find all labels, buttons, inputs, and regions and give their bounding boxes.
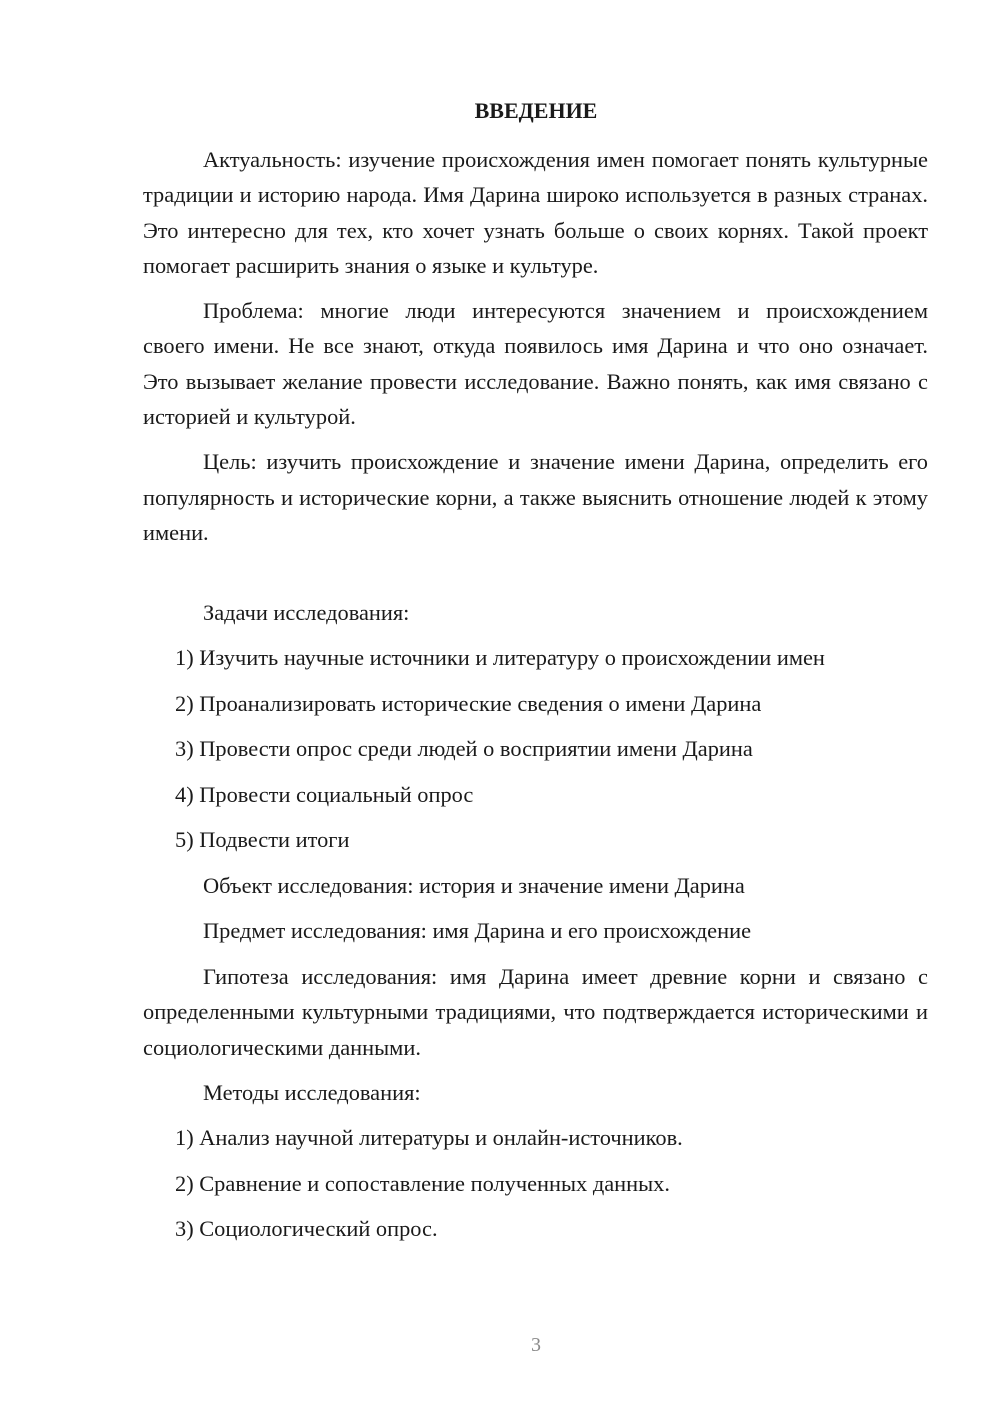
hypothesis-paragraph: Гипотеза исследования: имя Дарина имеет древние корни и связано с определенными культурными традициями, что подтверждается историческими и социологическими данными. bbox=[143, 964, 928, 1060]
list-item: 1) Изучить научные источники и литературу о происхождении имен bbox=[175, 645, 825, 671]
list-item: 5) Подвести итоги bbox=[175, 827, 350, 853]
tasks-section bbox=[143, 595, 928, 949]
tasks-heading: Задачи исследования: bbox=[203, 600, 410, 625]
research-subject: Предмет исследования: имя Дарина и его происхождение bbox=[203, 918, 752, 944]
hypothesis-section bbox=[143, 959, 928, 1065]
list-item: 4) Провести социальный опрос bbox=[175, 781, 474, 807]
goal-paragraph: Цель: изучить происхождение и значение имени Дарина, определить его популярность и исторические корни, а также выяснить отношение людей к этому имени. bbox=[143, 449, 928, 545]
page-title: ВВЕДЕНИЕ bbox=[474, 98, 598, 123]
intro-paragraphs bbox=[143, 142, 928, 550]
problem-paragraph: Проблема: многие люди интересуются значением и происхождением своего имени. Не все знают, откуда появилось имя Дарина и что оно означает. Это вызывает желание провести исследование. Важно понять, как имя связано с историей и культурой. bbox=[143, 298, 928, 430]
methods-section bbox=[143, 1075, 928, 1247]
list-item: 2) Проанализировать исторические сведения о имени Дарина bbox=[175, 690, 762, 716]
list-item: 1) Анализ научной литературы и онлайн-источников. bbox=[175, 1125, 683, 1151]
list-item: 3) Провести опрос среди людей о восприятии имени Дарина bbox=[175, 736, 753, 762]
list-item: 2) Сравнение и сопоставление полученных данных. bbox=[175, 1170, 670, 1196]
research-object: Объект исследования: история и значение имени Дарина bbox=[203, 872, 745, 898]
relevance-paragraph: Актуальность: изучение происхождения имен помогает понять культурные традиции и историю народа. Имя Дарина широко используется в разных странах. Это интересно для тех, кто хочет узнать больше о своих корнях. Такой проект помогает расширить знания о языке и культуре. bbox=[143, 147, 928, 278]
methods-heading: Методы исследования: bbox=[203, 1080, 421, 1105]
list-item: 3) Социологический опрос. bbox=[175, 1216, 438, 1242]
page-number: 3 bbox=[531, 1334, 541, 1356]
